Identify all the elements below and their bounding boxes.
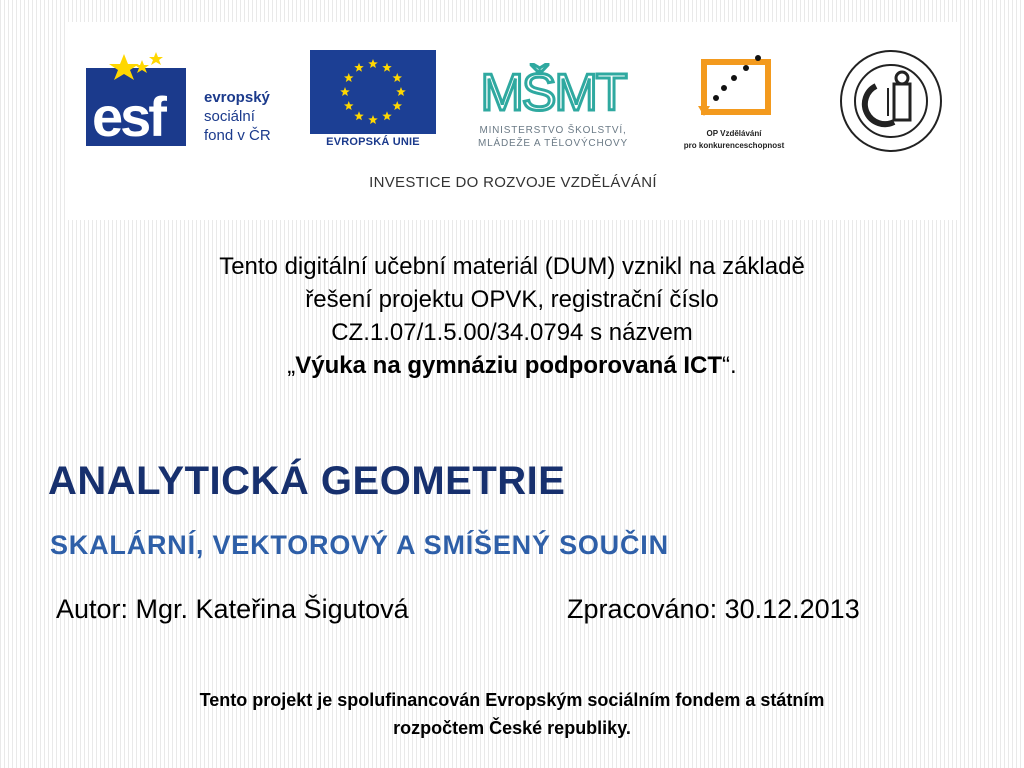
quote-open: „ [287,352,296,379]
op-mark-icon [664,50,804,126]
svg-text:esf: esf [92,85,164,148]
intro-line-3: CZ.1.07/1.5.00/34.0794 s názvem [331,319,693,346]
esf-text [204,88,271,145]
esf-line-3: fond v ČR [204,127,271,144]
msmt-mark-icon [443,48,663,124]
intro-line-4 [60,349,964,382]
intro-line-1: Tento digitální učební materiál (DUM) vznikl na základě [219,253,805,280]
intro-text [60,250,964,382]
date: Zpracováno: 30.12.2013 [567,594,860,624]
footer-line-1: Tento projekt je spolufinancován Evropským sociálním fondem a státním [199,690,825,710]
investice-tagline: INVESTICE DO ROZVOJE VZDĚLÁVÁNÍ [369,174,657,191]
op-line-1: OP Vzdělávání [706,129,762,138]
project-name: Výuka na gymnáziu podporovaná ICT [295,352,723,379]
esf-mark-icon [86,50,206,160]
op-line-2: pro konkurenceschopnost [683,141,785,150]
msmt-logo [443,48,663,158]
eu-logo [310,50,436,158]
footer-note [40,686,984,742]
msmt-line-2: MLÁDEŽE A TĚLOVÝCHOVY [478,138,628,149]
esf-line-1: evropský [204,89,270,106]
page-title: ANALYTICKÁ GEOMETRIE [48,459,566,503]
logo-banner [68,22,958,220]
svg-text:MŠMT: MŠMT [480,64,626,122]
msmt-line-1: MINISTERSTVO ŠKOLSTVÍ, [479,125,627,136]
eu-flag-icon [310,50,436,134]
footer-line-2: rozpočtem České republiky. [393,718,631,738]
op-logo [664,50,804,160]
school-seal-icon [836,46,946,156]
gymnazium-logo [836,46,946,156]
quote-close: “. [722,352,737,379]
page-subtitle: SKALÁRNÍ, VEKTOROVÝ A SMÍŠENÝ SOUČIN [50,530,669,560]
author: Autor: Mgr. Kateřina Šigutová [56,594,409,624]
esf-logo [86,50,296,160]
intro-line-2: řešení projektu OPVK, registrační číslo [305,286,719,313]
op-caption [664,128,804,152]
msmt-caption [443,124,663,150]
eu-caption: EVROPSKÁ UNIE [326,136,420,148]
esf-line-2: sociální [204,108,255,125]
